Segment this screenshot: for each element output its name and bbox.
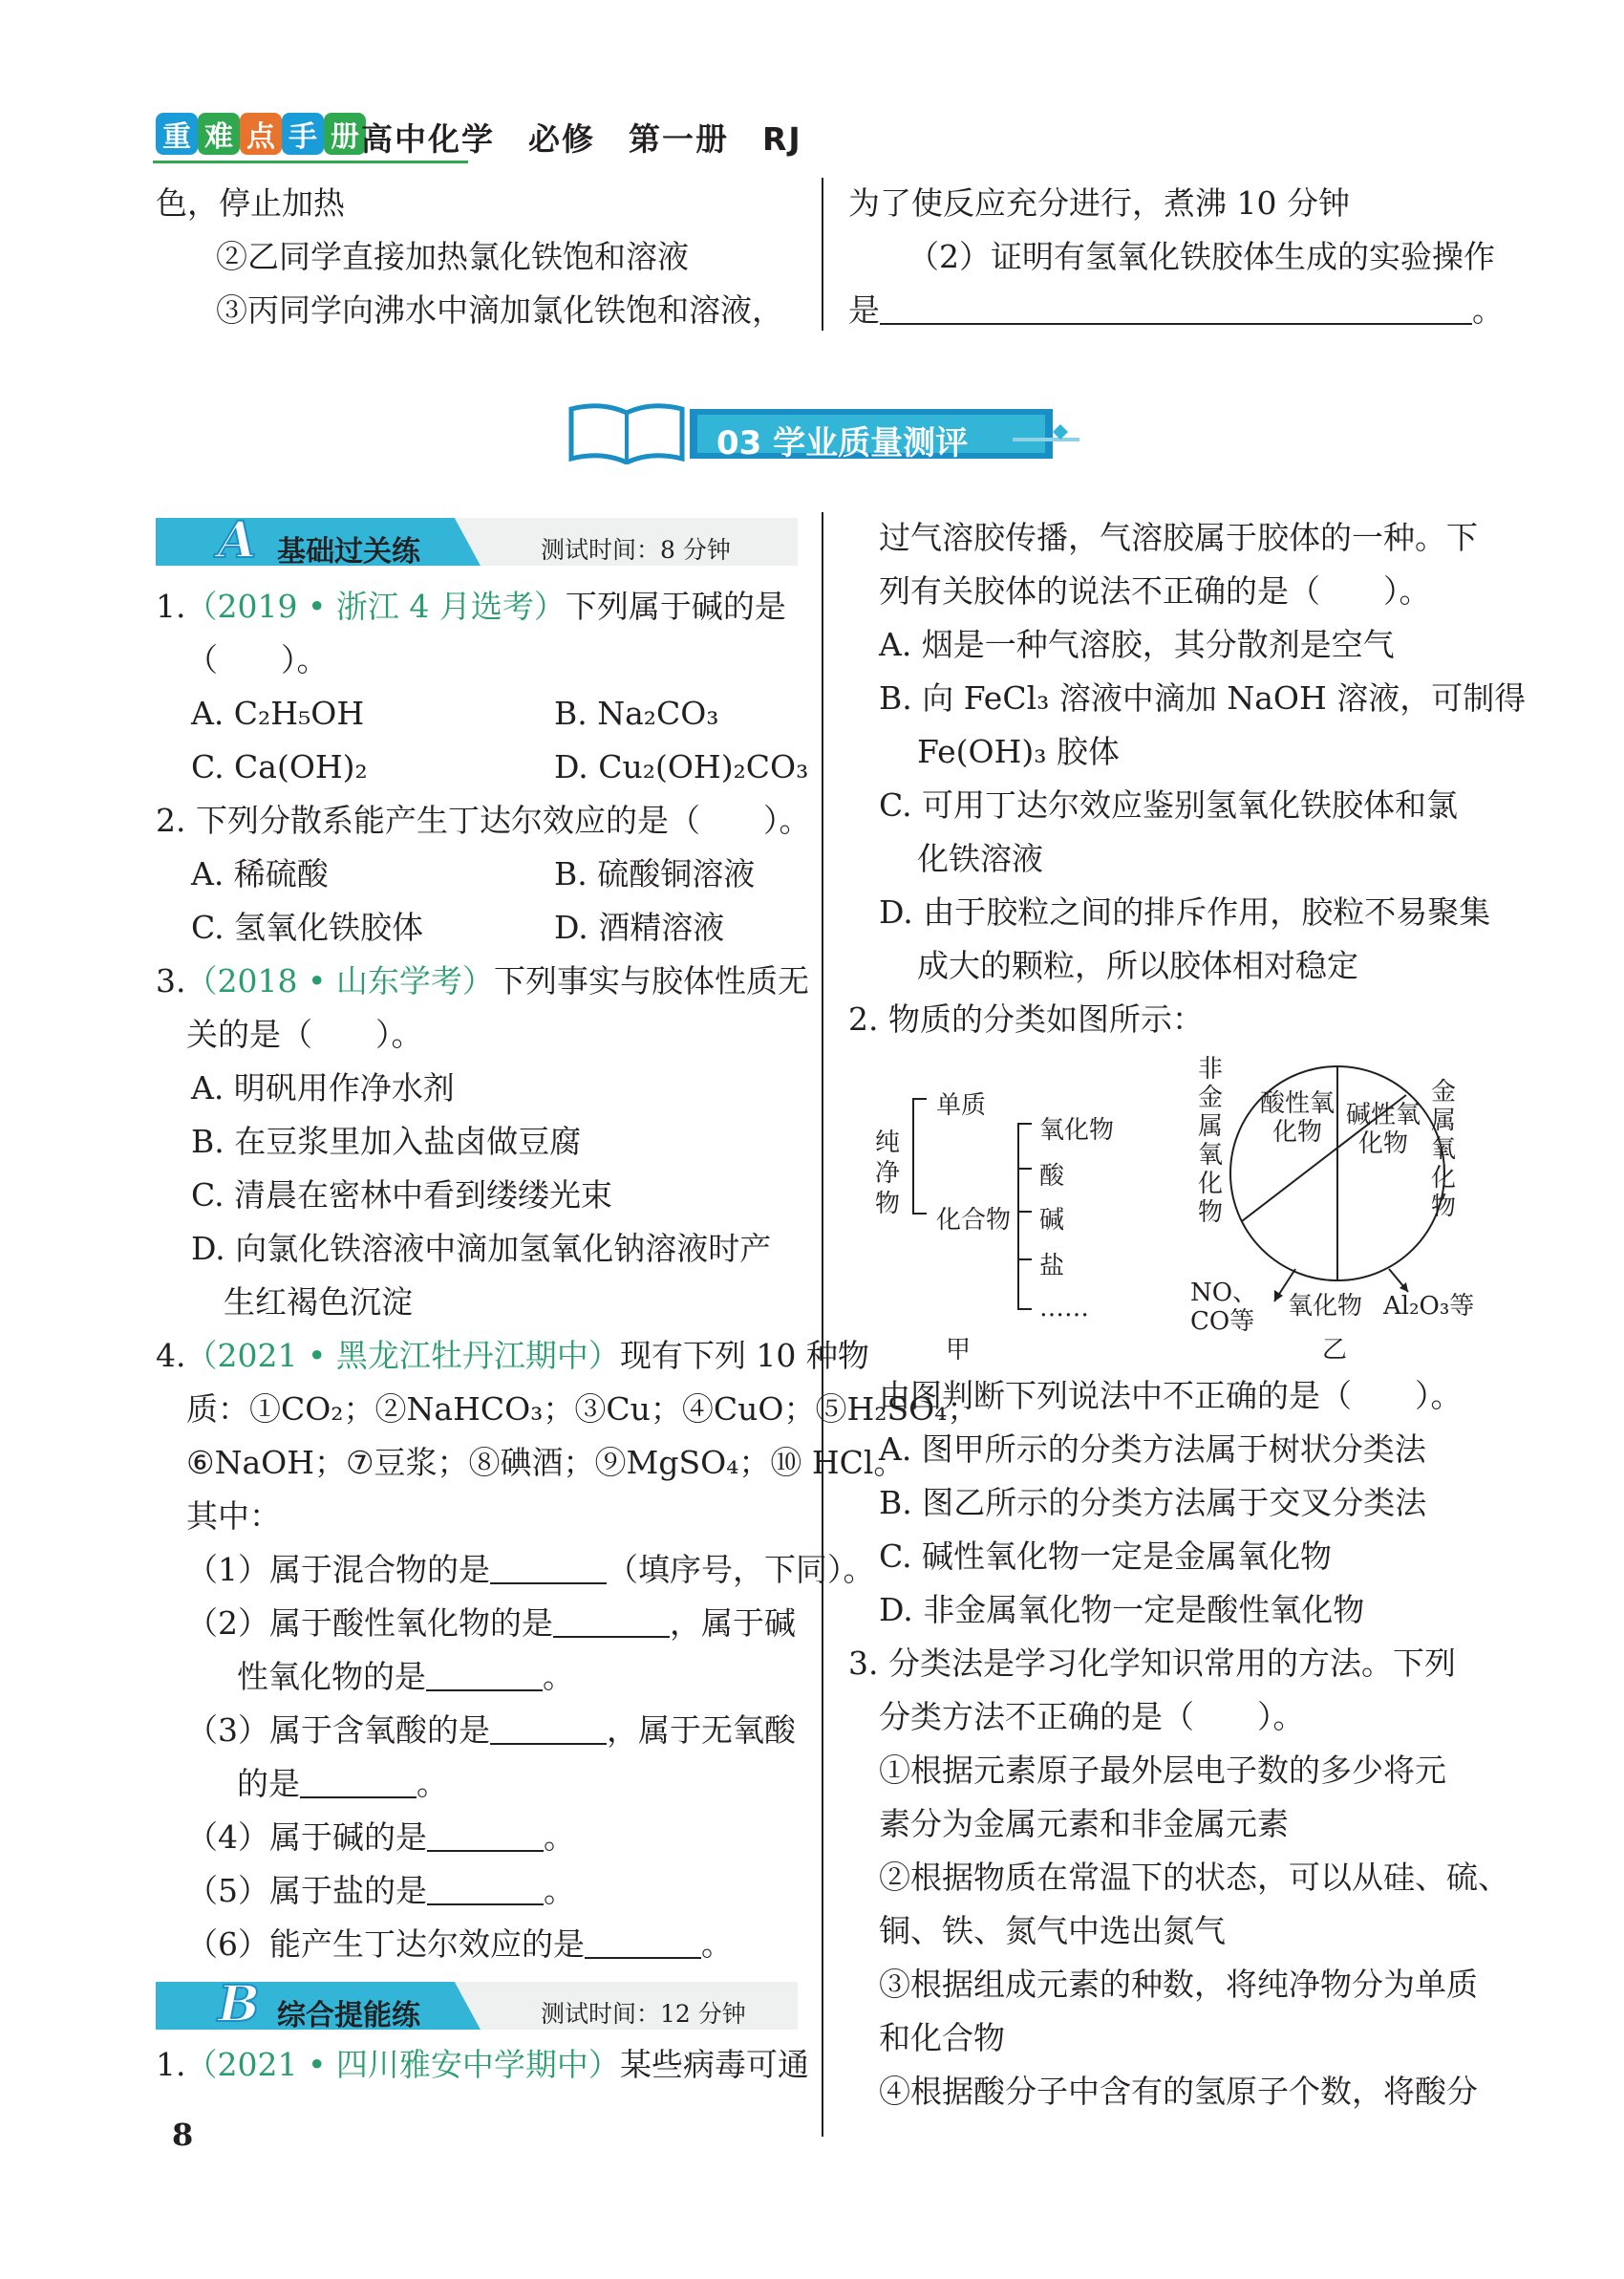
b1-line: 1.（2021 • 四川雅安中学期中）某些病毒可通: [156, 2046, 809, 2083]
pie-nonmetal-oxide: 非金属氧化物: [1198, 1055, 1224, 1227]
header-tag-1: 重: [156, 113, 198, 155]
section-b-letter: B: [218, 1975, 260, 2033]
pie-metal-oxide: 金属氧化物: [1431, 1078, 1457, 1221]
tree-item-acid: 酸: [1039, 1162, 1065, 1191]
header-title: 高中化学 必修 第一册 RJ: [361, 120, 802, 158]
top-right-2: （2）证明有氢氧化铁胶体生成的实验操作: [908, 238, 1495, 275]
pie-example-left-1: NO、: [1190, 1279, 1258, 1307]
b3-item2b: 铜、铁、氮气中选出氮气: [879, 1912, 1226, 1949]
tree-root: 纯净物: [875, 1129, 901, 1218]
top-left-2: ②乙同学直接加热氯化铁饱和溶液: [216, 238, 689, 275]
b1-option-d2: 成大的颗粒，所以胶体相对稳定: [917, 947, 1358, 984]
header-tag-3: 点: [240, 113, 282, 155]
classification-diagram: [848, 1051, 1517, 1366]
q2-stem: 2. 下列分散系能产生丁达尔效应的是（ ）。: [156, 802, 811, 839]
top-left-1: 色，停止加热: [156, 184, 345, 222]
b3-item1: ①根据元素原子最外层电子数的多少将元: [879, 1752, 1446, 1789]
b3-item1b: 素分为金属元素和非金属元素: [879, 1805, 1289, 1842]
b2-option-d: D. 非金属氧化物一定是酸性氧化物: [879, 1591, 1365, 1628]
q4-sub2b: 性氧化物的是 。: [237, 1658, 574, 1695]
q4-sub6: （6）能产生丁达尔效应的是 。: [186, 1925, 733, 1963]
b1-option-a: A. 烟是一种气溶胶，其分散剂是空气: [879, 626, 1395, 663]
b3-item2: ②根据物质在常温下的状态，可以从硅、硫、: [879, 1859, 1509, 1896]
b1-option-c: C. 可用丁达尔效应鉴别氢氧化铁胶体和氯: [879, 786, 1459, 824]
pie-basic-oxide: 碱性氧化物: [1345, 1101, 1421, 1158]
q4-sub3b: 的是 。: [237, 1765, 448, 1802]
q3-option-c: C. 清晨在密林中看到缕缕光束: [191, 1176, 613, 1214]
q1-line: 1.（2019 • 浙江 4 月选考）下列属于碱的是: [156, 588, 786, 625]
q3-option-a: A. 明矾用作净水剂: [191, 1069, 455, 1107]
q4-sub2: （2）属于酸性氧化物的是 ，属于碱: [186, 1604, 796, 1642]
column-divider-top: [822, 178, 823, 331]
b3-item3b: 和化合物: [879, 2019, 1005, 2056]
b3-item3: ③根据组成元素的种数，将纯净物分为单质: [879, 1966, 1478, 2003]
banner-title: 03 学业质量测评: [716, 424, 969, 462]
q4-sub5: （5）属于盐的是 。: [186, 1872, 575, 1909]
q2-option-d: D. 酒精溶液: [554, 909, 725, 946]
b2-option-a: A. 图甲所示的分类方法属于树状分类法: [879, 1430, 1426, 1468]
b1-option-b: B. 向 FeCl₃ 溶液中滴加 NaOH 溶液，可制得: [879, 679, 1527, 717]
b2-intro: 2. 物质的分类如图所示：: [848, 1000, 1204, 1038]
q4-sub4: （4）属于碱的是 。: [186, 1818, 575, 1856]
tree-item-etc: ……: [1039, 1294, 1089, 1322]
pie-acidic-oxide: 酸性氧化物: [1259, 1089, 1335, 1147]
top-left-3: ③丙同学向沸水中滴加氯化铁饱和溶液，: [216, 291, 783, 329]
pie-example-right: Al₂O₃等: [1383, 1292, 1475, 1321]
q4-line2: 质：①CO₂；②NaHCO₃；③Cu；④CuO；⑤H₂SO₄；: [186, 1390, 979, 1428]
tree-item-base: 碱: [1039, 1206, 1065, 1235]
header-tag-4: 手: [282, 113, 324, 155]
pie-example-left-2: CO等: [1190, 1307, 1255, 1336]
q4-sub1: （1）属于混合物的是 （填序号，下同）。: [186, 1551, 875, 1588]
b1-cont-2: 列有关胶体的说法不正确的是（ ）。: [879, 572, 1431, 610]
q3-option-d: D. 向氯化铁溶液中滴加氢氧化钠溶液时产: [191, 1230, 772, 1267]
b2-option-c: C. 碱性氧化物一定是金属氧化物: [879, 1537, 1333, 1575]
section-a-name: 基础过关练: [277, 535, 420, 569]
q1-option-a: A. C₂H₅OH: [191, 695, 365, 732]
q2-option-c: C. 氢氧化铁胶体: [191, 909, 424, 946]
diagram-label-jia: 甲: [946, 1336, 972, 1365]
q1-option-b: B. Na₂CO₃: [554, 695, 719, 732]
column-divider: [822, 512, 823, 2137]
top-right-1: 为了使反应充分进行，煮沸 10 分钟: [848, 184, 1350, 222]
q4-line4: 其中：: [186, 1497, 281, 1535]
section-a-letter: A: [218, 511, 257, 570]
top-right-3: 是 。: [848, 291, 1504, 329]
b3-item4: ④根据酸分子中含有的氢原子个数，将酸分: [879, 2073, 1478, 2110]
q3-line: 3.（2018 • 山东学考）下列事实与胶体性质无: [156, 962, 809, 1000]
section-banner: [564, 399, 1079, 464]
tree-compound: 化合物: [936, 1206, 1012, 1235]
b2-stem: 由图判断下列说法中不正确的是（ ）。: [879, 1377, 1463, 1414]
b1-cont-1: 过气溶胶传播，气溶胶属于胶体的一种。下: [879, 519, 1478, 556]
q2-option-b: B. 硫酸铜溶液: [554, 855, 756, 892]
q2-option-a: A. 稀硫酸: [191, 855, 329, 892]
b1-option-b2: Fe(OH)₃ 胶体: [917, 733, 1120, 770]
b1-option-d: D. 由于胶粒之间的排斥作用，胶粒不易聚集: [879, 893, 1491, 931]
tree-element: 单质: [936, 1091, 987, 1120]
tree-item-oxide: 氧化物: [1039, 1116, 1115, 1145]
header-tag-5: 册: [324, 113, 366, 155]
q4-sub3: （3）属于含氧酸的是 ，属于无氧酸: [186, 1711, 796, 1749]
q4-line: 4.（2021 • 黑龙江牡丹江期中）现有下列 10 种物: [156, 1337, 869, 1374]
section-b-time: 测试时间：12 分钟: [541, 2000, 746, 2028]
section-b-name: 综合提能练: [277, 1999, 420, 2032]
q4-line3: ⑥NaOH；⑦豆浆；⑧碘酒；⑨MgSO₄；⑩ HCl。: [186, 1444, 906, 1481]
b1-option-c2: 化铁溶液: [917, 840, 1043, 877]
q3-line2: 关的是（ ）。: [186, 1016, 423, 1053]
b3-line1: 3. 分类法是学习化学知识常用的方法。下列: [848, 1645, 1456, 1682]
header-tag-2: 难: [198, 113, 240, 155]
q3-option-d2: 生红褐色沉淀: [224, 1283, 413, 1321]
q1-option-c: C. Ca(OH)₂: [191, 748, 368, 785]
q1-paren: （ ）。: [186, 641, 329, 678]
q1-option-d: D. Cu₂(OH)₂CO₃: [554, 748, 809, 785]
b3-line2: 分类方法不正确的是（ ）。: [879, 1698, 1305, 1735]
pie-oxide-label: 氧化物: [1288, 1292, 1363, 1321]
header-rule: [153, 161, 468, 163]
page-number: 8: [172, 2117, 194, 2153]
tree-item-salt: 盐: [1039, 1252, 1065, 1280]
section-a-time: 测试时间：8 分钟: [541, 536, 731, 564]
diagram-label-yi: 乙: [1322, 1336, 1348, 1365]
b2-option-b: B. 图乙所示的分类方法属于交叉分类法: [879, 1484, 1427, 1521]
q3-option-b: B. 在豆浆里加入盐卤做豆腐: [191, 1123, 582, 1160]
